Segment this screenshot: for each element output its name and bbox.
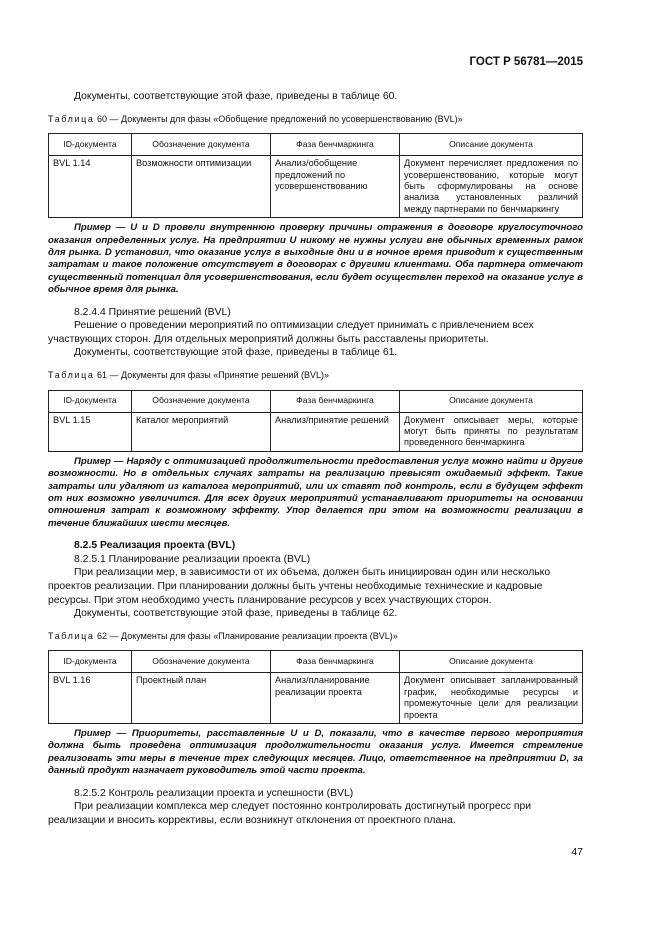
table-header-cell: Описание документа (400, 134, 583, 156)
table-header-cell: ID-документа (49, 390, 132, 412)
table-cell: Документ перечисляет предложения по усовершенствованию, которые могут быть сформулированы на основе анализа установленных различий между партнерами по бенчмаркингу (400, 156, 583, 218)
table-header-cell: Обозначение документа (132, 390, 271, 412)
table-cell: Анализ/обобщение предложений по усовершенствованию (271, 156, 400, 218)
paragraph: Документы, соответствующие этой фазе, приведены в таблице 60. (74, 91, 398, 102)
example-text: Пример — Наряду с оптимизацией продолжительности предоставления услуг можно найти и другие возможности. Но в отдельных случаях затраты на реализацию превысят ожидаемый эффект. Такие затраты или удаляют из каталога мероприятий, или их ставят под контроль, если в будущем эффект от них возможно увеличится. Для всех других мероприятий устанавливают приоритеты на основании отношения затрат к возможному эффекту. Упор делается при этом на возможности реализации в течение ближайших шести месяцев. (48, 455, 583, 529)
table-caption: Таблица 60 — Документы для фазы «Обобщение предложений по усовершенствованию (BVL)» (48, 113, 463, 124)
table-cell: BVL 1.15 (49, 412, 132, 451)
table-cell: Документ описывает меры, которые могут быть приняты по результатам проведенного бенчмаркинга (400, 412, 583, 451)
table-row (49, 412, 583, 451)
table-cell: Каталог мероприятий (132, 412, 271, 451)
table-60 (48, 133, 583, 218)
table-header-cell: Фаза бенчмаркинга (271, 134, 400, 156)
page-number: 47 (571, 846, 583, 858)
section-heading: 8.2.5.1 Планирование реализации проекта (BVL) (74, 553, 311, 565)
table-cell: BVL 1.14 (49, 156, 132, 218)
table-header-cell: ID-документа (49, 651, 132, 673)
table-cell: BVL 1.16 (49, 673, 132, 724)
table-header-cell: Обозначение документа (132, 134, 271, 156)
table-62 (48, 650, 583, 724)
paragraph: При реализации комплекса мер следует постоянно контролировать достигнутый прогресс при реализации и вносить коррективы, если возникнут отклонения от проектного плана. (48, 801, 532, 826)
table-row (49, 156, 583, 218)
page-content (48, 90, 583, 827)
table-header-cell: Фаза бенчмаркинга (271, 390, 400, 412)
table-cell: Анализ/планирование реализации проекта (271, 673, 400, 724)
table-header-cell: Фаза бенчмаркинга (271, 651, 400, 673)
paragraph: Документы, соответствующие этой фазе, приведены в таблице 61. (74, 347, 398, 359)
section-heading: 8.2.5.2 Контроль реализации проекта и успешности (BVL) (74, 787, 354, 799)
paragraph: При реализации мер, в зависимости от их объема, должен быть инициирован один или несколько проектов реализации. При планировании должны быть учтены необходимые технические и кадровые ресурсы. При этом необходимо учесть планирование ресурсов у всех участвующих сторон. (48, 567, 551, 606)
table-61 (48, 390, 583, 452)
table-cell: Документ описывает запланированный график, необходимые ресурсы и промежуточные цели для реализации проекта (400, 673, 583, 724)
table-caption: Таблица 61 — Документы для фазы «Принятие решений (BVL)» (48, 370, 329, 381)
section-heading: 8.2.5 Реализация проекта (BVL) (74, 540, 236, 552)
section-heading: 8.2.4.4 Принятие решений (BVL) (74, 306, 231, 318)
standard-header: ГОСТ Р 56781—2015 (469, 56, 583, 68)
example-text: Пример — U и D провели внутреннюю проверку причины отражения в договоре круглосуточного оказания определенных услуг. На предприятии U никому не нужны услуги вне обычных временных рамок для рынка. D установил, что оказание услуг в выходные дни и в ночное время приводит к существенным затратам и такое положение отсутствует в договорах с другими клиентами. Оба партнера отмечают существенный потенциал для усовершенствования, если будет осуществлен переход на оказание услуг в обычное время для рынка. (48, 222, 583, 296)
paragraph: Решение о проведении мероприятий по оптимизации следует принимать с привлечением всех участвующих сторон. Для отдельных мероприятий должны быть расставлены приоритеты. (48, 320, 534, 345)
paragraph: Документы, соответствующие этой фазе, приведены в таблице 62. (74, 608, 398, 620)
table-cell: Возможности оптимизации (132, 156, 271, 218)
table-row (49, 673, 583, 724)
table-header-cell: Описание документа (400, 390, 583, 412)
table-header-cell: ID-документа (49, 134, 132, 156)
table-header-cell: Обозначение документа (132, 651, 271, 673)
table-header-cell: Описание документа (400, 651, 583, 673)
table-caption: Таблица 62 — Документы для фазы «Планирование реализации проекта (BVL)» (48, 630, 398, 641)
example-text: Пример — Приоритеты, расставленные U и D, показали, что в качестве первого мероприятия должна быть проведена оптимизация продолжительности оказания услуг. Имеется стремление реализовать эти меры в течение трех следующих месяцев. Лицо, ответственное на предприятии D, за данный продукт назначает руководитель этой части проекта. (48, 728, 583, 777)
table-cell: Проектный план (132, 673, 271, 724)
table-cell: Анализ/принятие решений (271, 412, 400, 451)
